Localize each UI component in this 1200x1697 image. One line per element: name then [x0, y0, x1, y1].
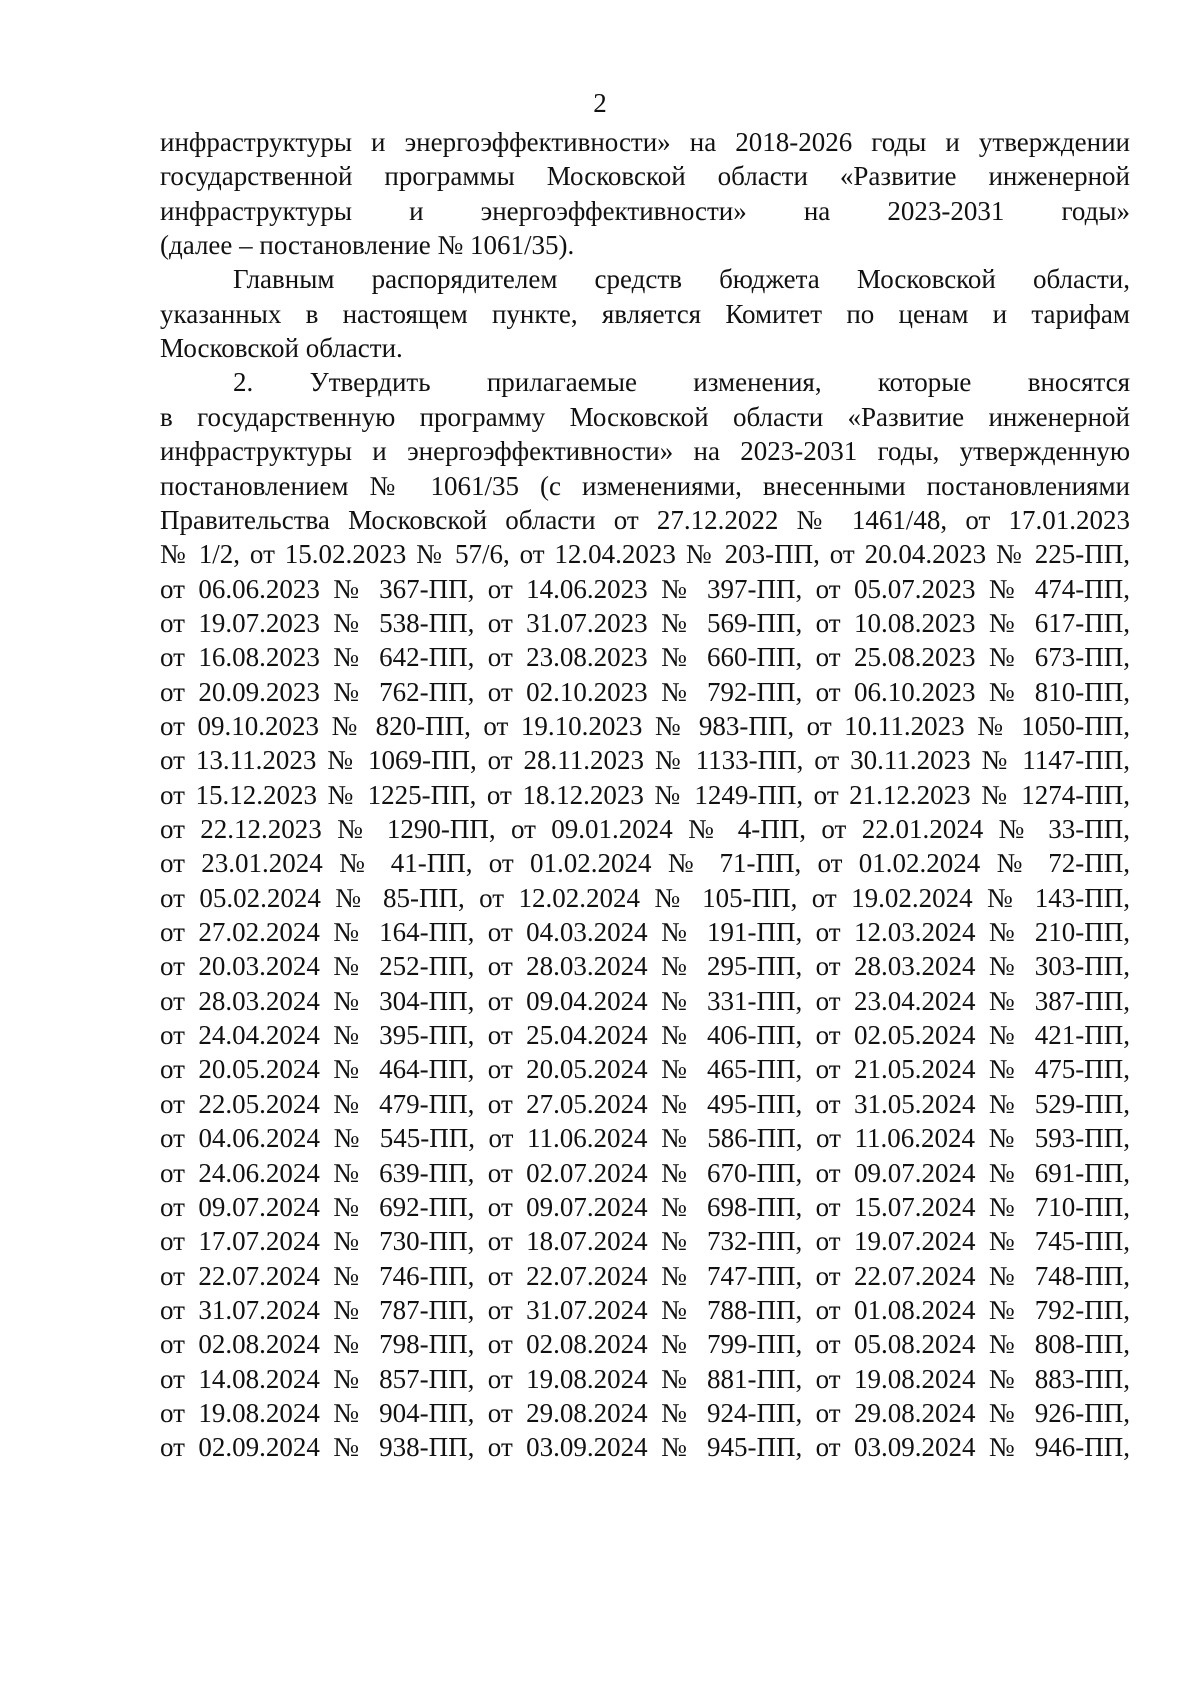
- text-line: от 15.12.2023 № 1225-ПП, от 18.12.2023 № 1249-ПП, от 21.12.2023 № 1274-ПП,: [160, 779, 1130, 810]
- text-line: от 14.08.2024 № 857-ПП, от 19.08.2024 № 881-ПП, от 19.08.2024 № 883-ПП,: [160, 1363, 1130, 1394]
- text-line: 2. Утвердить прилагаемые изменения, которые вносятся: [233, 367, 1130, 398]
- text-line: от 24.06.2024 № 639-ПП, от 02.07.2024 № 670-ПП, от 09.07.2024 № 691-ПП,: [160, 1157, 1130, 1188]
- text-line: Правительства Московской области от 27.12.2022 № 1461/48, от 17.01.2023: [160, 504, 1130, 535]
- text-line: Главным распорядителем средств бюджета Московской области,: [233, 264, 1130, 295]
- text-line: государственной программы Московской области «Развитие инженерной: [160, 161, 1130, 192]
- text-line: от 20.03.2024 № 252-ПП, от 28.03.2024 № 295-ПП, от 28.03.2024 № 303-ПП,: [160, 951, 1130, 982]
- text-line: от 31.07.2024 № 787-ПП, от 31.07.2024 № 788-ПП, от 01.08.2024 № 792-ПП,: [160, 1294, 1130, 1325]
- text-line: от 06.06.2023 № 367-ПП, от 14.06.2023 № 397-ПП, от 05.07.2023 № 474-ПП,: [160, 573, 1130, 604]
- text-line: инфраструктуры и энергоэффективности» на 2018-2026 годы и утверждении: [160, 127, 1130, 157]
- text-line: от 04.06.2024 № 545-ПП, от 11.06.2024 № 586-ПП, от 11.06.2024 № 593-ПП,: [160, 1123, 1130, 1154]
- text-line: от 20.09.2023 № 762-ПП, от 02.10.2023 № 792-ПП, от 06.10.2023 № 810-ПП,: [160, 676, 1130, 707]
- text-line: в государственную программу Московской области «Развитие инженерной: [160, 401, 1130, 432]
- text-line: от 09.07.2024 № 692-ПП, от 09.07.2024 № 698-ПП, от 15.07.2024 № 710-ПП,: [160, 1191, 1130, 1222]
- text-line: указанных в настоящем пункте, является Комитет по ценам и тарифам: [160, 298, 1130, 329]
- text-line: от 23.01.2024 № 41-ПП, от 01.02.2024 № 71-ПП, от 01.02.2024 № 72-ПП,: [160, 848, 1130, 879]
- text-line: от 16.08.2023 № 642-ПП, от 23.08.2023 № 660-ПП, от 25.08.2023 № 673-ПП,: [160, 642, 1130, 673]
- text-line: инфраструктуры и энергоэффективности» на 2023-2031 годы, утвержденную: [160, 436, 1130, 467]
- text-line: Московской области.: [160, 333, 403, 364]
- text-line: от 24.04.2024 № 395-ПП, от 25.04.2024 № 406-ПП, от 02.05.2024 № 421-ПП,: [160, 1020, 1130, 1051]
- text-line: от 22.07.2024 № 746-ПП, от 22.07.2024 № 747-ПП, от 22.07.2024 № 748-ПП,: [160, 1260, 1130, 1291]
- text-line: от 02.08.2024 № 798-ПП, от 02.08.2024 № 799-ПП, от 05.08.2024 № 808-ПП,: [160, 1329, 1130, 1360]
- text-line: инфраструктуры и энергоэффективности» на 2023-2031 годы»: [160, 195, 1130, 226]
- text-line: постановлением № 1061/35 (с изменениями, внесенными постановлениями: [160, 470, 1130, 501]
- text-line: от 19.08.2024 № 904-ПП, от 29.08.2024 № 924-ПП, от 29.08.2024 № 926-ПП,: [160, 1397, 1130, 1428]
- text-line: от 27.02.2024 № 164-ПП, от 04.03.2024 № 191-ПП, от 12.03.2024 № 210-ПП,: [160, 917, 1130, 948]
- text-line: от 28.03.2024 № 304-ПП, от 09.04.2024 № 331-ПП, от 23.04.2024 № 387-ПП,: [160, 985, 1130, 1016]
- text-line: от 22.12.2023 № 1290-ПП, от 09.01.2024 № 4-ПП, от 22.01.2024 № 33-ПП,: [160, 814, 1130, 844]
- text-line: от 05.02.2024 № 85-ПП, от 12.02.2024 № 105-ПП, от 19.02.2024 № 143-ПП,: [160, 882, 1130, 913]
- page-number: 2: [593, 88, 607, 118]
- text-line: от 13.11.2023 № 1069-ПП, от 28.11.2023 № 1133-ПП, от 30.11.2023 № 1147-ПП,: [160, 745, 1130, 776]
- text-line: (далее – постановление № 1061/35).: [160, 230, 575, 261]
- text-line: от 20.05.2024 № 464-ПП, от 20.05.2024 № 465-ПП, от 21.05.2024 № 475-ПП,: [160, 1054, 1130, 1085]
- text-line: от 19.07.2023 № 538-ПП, от 31.07.2023 № 569-ПП, от 10.08.2023 № 617-ПП,: [160, 607, 1130, 638]
- text-line: от 22.05.2024 № 479-ПП, от 27.05.2024 № 495-ПП, от 31.05.2024 № 529-ПП,: [160, 1088, 1130, 1119]
- text-line: № 1/2, от 15.02.2023 № 57/6, от 12.04.2023 № 203-ПП, от 20.04.2023 № 225-ПП,: [160, 539, 1130, 570]
- text-line: от 09.10.2023 № 820-ПП, от 19.10.2023 № 983-ПП, от 10.11.2023 № 1050-ПП,: [160, 710, 1130, 741]
- text-line: от 17.07.2024 № 730-ПП, от 18.07.2024 № 732-ПП, от 19.07.2024 № 745-ПП,: [160, 1226, 1130, 1257]
- text-line: от 02.09.2024 № 938-ПП, от 03.09.2024 № 945-ПП, от 03.09.2024 № 946-ПП,: [160, 1432, 1130, 1463]
